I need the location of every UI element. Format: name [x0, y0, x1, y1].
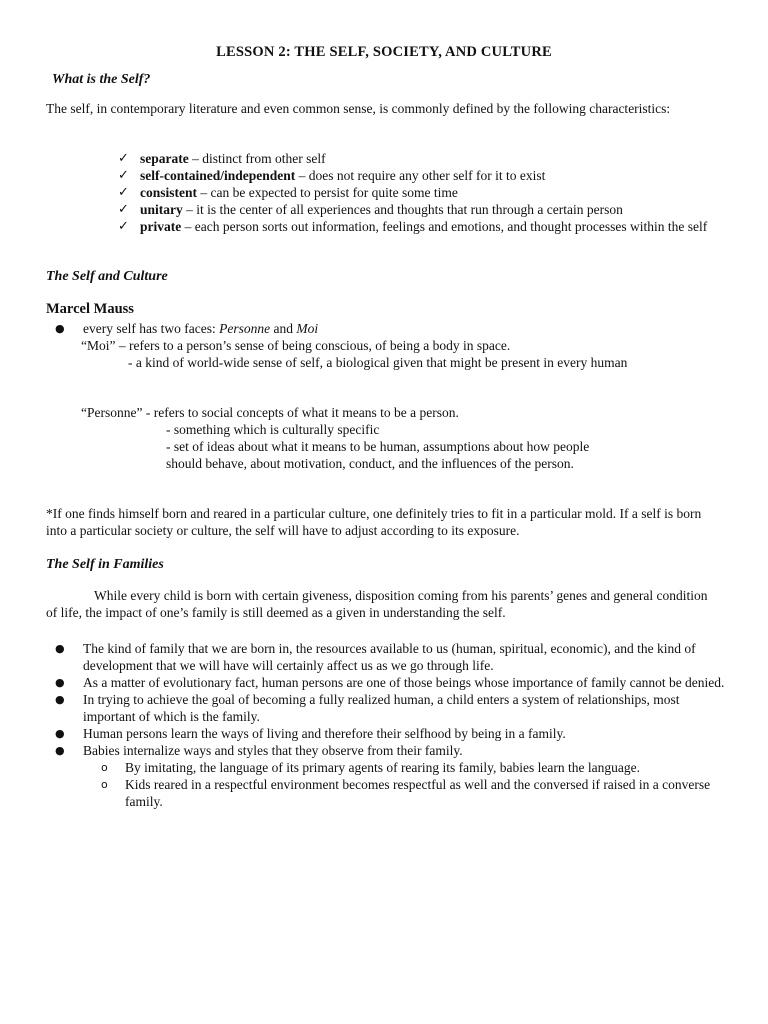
- list-item: ● every self has two faces: Personne and Moi: [55, 321, 319, 336]
- list-item: ● In trying to achieve the goal of becoming a fully realized human, a child enters a system of relationships, most important of which is the family.: [55, 692, 680, 724]
- list-item: ● Human persons learn the ways of living and therefore their selfhood by being in a family.: [55, 726, 566, 741]
- list-item: ✓ consistent – can be expected to persist for quite some time: [118, 185, 458, 200]
- checkmark-icon: ✓: [118, 168, 129, 183]
- bullet-icon: ●: [55, 322, 65, 335]
- section-heading-self-culture: The Self and Culture: [46, 269, 168, 284]
- subheading-marcel-mauss: Marcel Mauss: [46, 301, 134, 317]
- section-heading-self-families: The Self in Families: [46, 557, 164, 572]
- bullet-icon: ●: [55, 693, 65, 706]
- list-item: ● As a matter of evolutionary fact, human persons are one of those beings whose importance of family cannot be denied.: [55, 675, 725, 690]
- families-sub-list: [101, 759, 725, 810]
- culture-note: *If one finds himself born and reared in a particular culture, one definitely tries to fit in a particular mold. If a self is born into a particular society or culture, the self will have to adjust according to its exposure.: [46, 506, 702, 538]
- list-item: o Kids reared in a respectful environment becomes respectful as well and the conversed if raised in a converse family.: [101, 777, 711, 809]
- bullet-icon: ●: [55, 727, 65, 740]
- mauss-bullet-list: [55, 320, 655, 337]
- characteristics-list: [118, 150, 708, 235]
- list-item: ✓ separate – distinct from other self: [118, 151, 326, 166]
- checkmark-icon: ✓: [118, 151, 129, 166]
- checkmark-icon: ✓: [118, 185, 129, 200]
- checkmark-icon: ✓: [118, 219, 129, 234]
- list-item: ✓ self-contained/independent – does not require any other self for it to exist: [118, 168, 546, 183]
- personne-definition: “Personne” - refers to social concepts of what it means to be a person.: [81, 405, 459, 420]
- families-bullet-list: [55, 640, 725, 810]
- moi-definition: “Moi” – refers to a person’s sense of being conscious, of being a body in space.: [81, 338, 511, 353]
- circle-bullet-icon: o: [101, 778, 108, 791]
- families-intro-paragraph: While every child is born with certain giveness, disposition coming from his parents’ genes and general condition of life, the impact of one’s family is still deemed as a given in understanding the self.: [46, 588, 708, 620]
- circle-bullet-icon: o: [101, 761, 108, 774]
- moi-subpoint: - a kind of world-wide sense of self, a biological given that might be present in every human: [128, 355, 628, 370]
- list-item: ● Babies internalize ways and styles that they observe from their family. o By imitating, the language of its primary agents of rearing its family, babies learn the language. o Kids reared in a respectful environment becomes respectful as well and the conversed if raised in a converse family.: [55, 742, 725, 810]
- bullet-icon: ●: [55, 744, 65, 757]
- bullet-icon: ●: [55, 642, 65, 655]
- list-item: o By imitating, the language of its primary agents of rearing its family, babies learn the language.: [101, 760, 640, 775]
- lesson-title: LESSON 2: THE SELF, SOCIETY, AND CULTURE: [216, 44, 552, 60]
- list-item: ✓ private – each person sorts out information, feelings and emotions, and thought processes within the self: [118, 219, 708, 234]
- section-heading-what-is-self: What is the Self?: [52, 72, 151, 87]
- personne-subpoint-1: - something which is culturally specific: [166, 422, 380, 437]
- list-item: ● The kind of family that we are born in, the resources available to us (human, spiritual, economic), and the kind of development that we will have will certainly affect us as we go through life.: [55, 641, 696, 673]
- personne-subpoint-2: - set of ideas about what it means to be human, assumptions about how people should behave, about motivation, conduct, and the influences of the person.: [166, 439, 590, 471]
- bullet-icon: ●: [55, 676, 65, 689]
- checkmark-icon: ✓: [118, 202, 129, 217]
- list-item: ✓ unitary – it is the center of all experiences and thoughts that run through a certain person: [118, 202, 623, 217]
- self-intro-paragraph: The self, in contemporary literature and even common sense, is commonly defined by the following characteristics:: [46, 101, 671, 116]
